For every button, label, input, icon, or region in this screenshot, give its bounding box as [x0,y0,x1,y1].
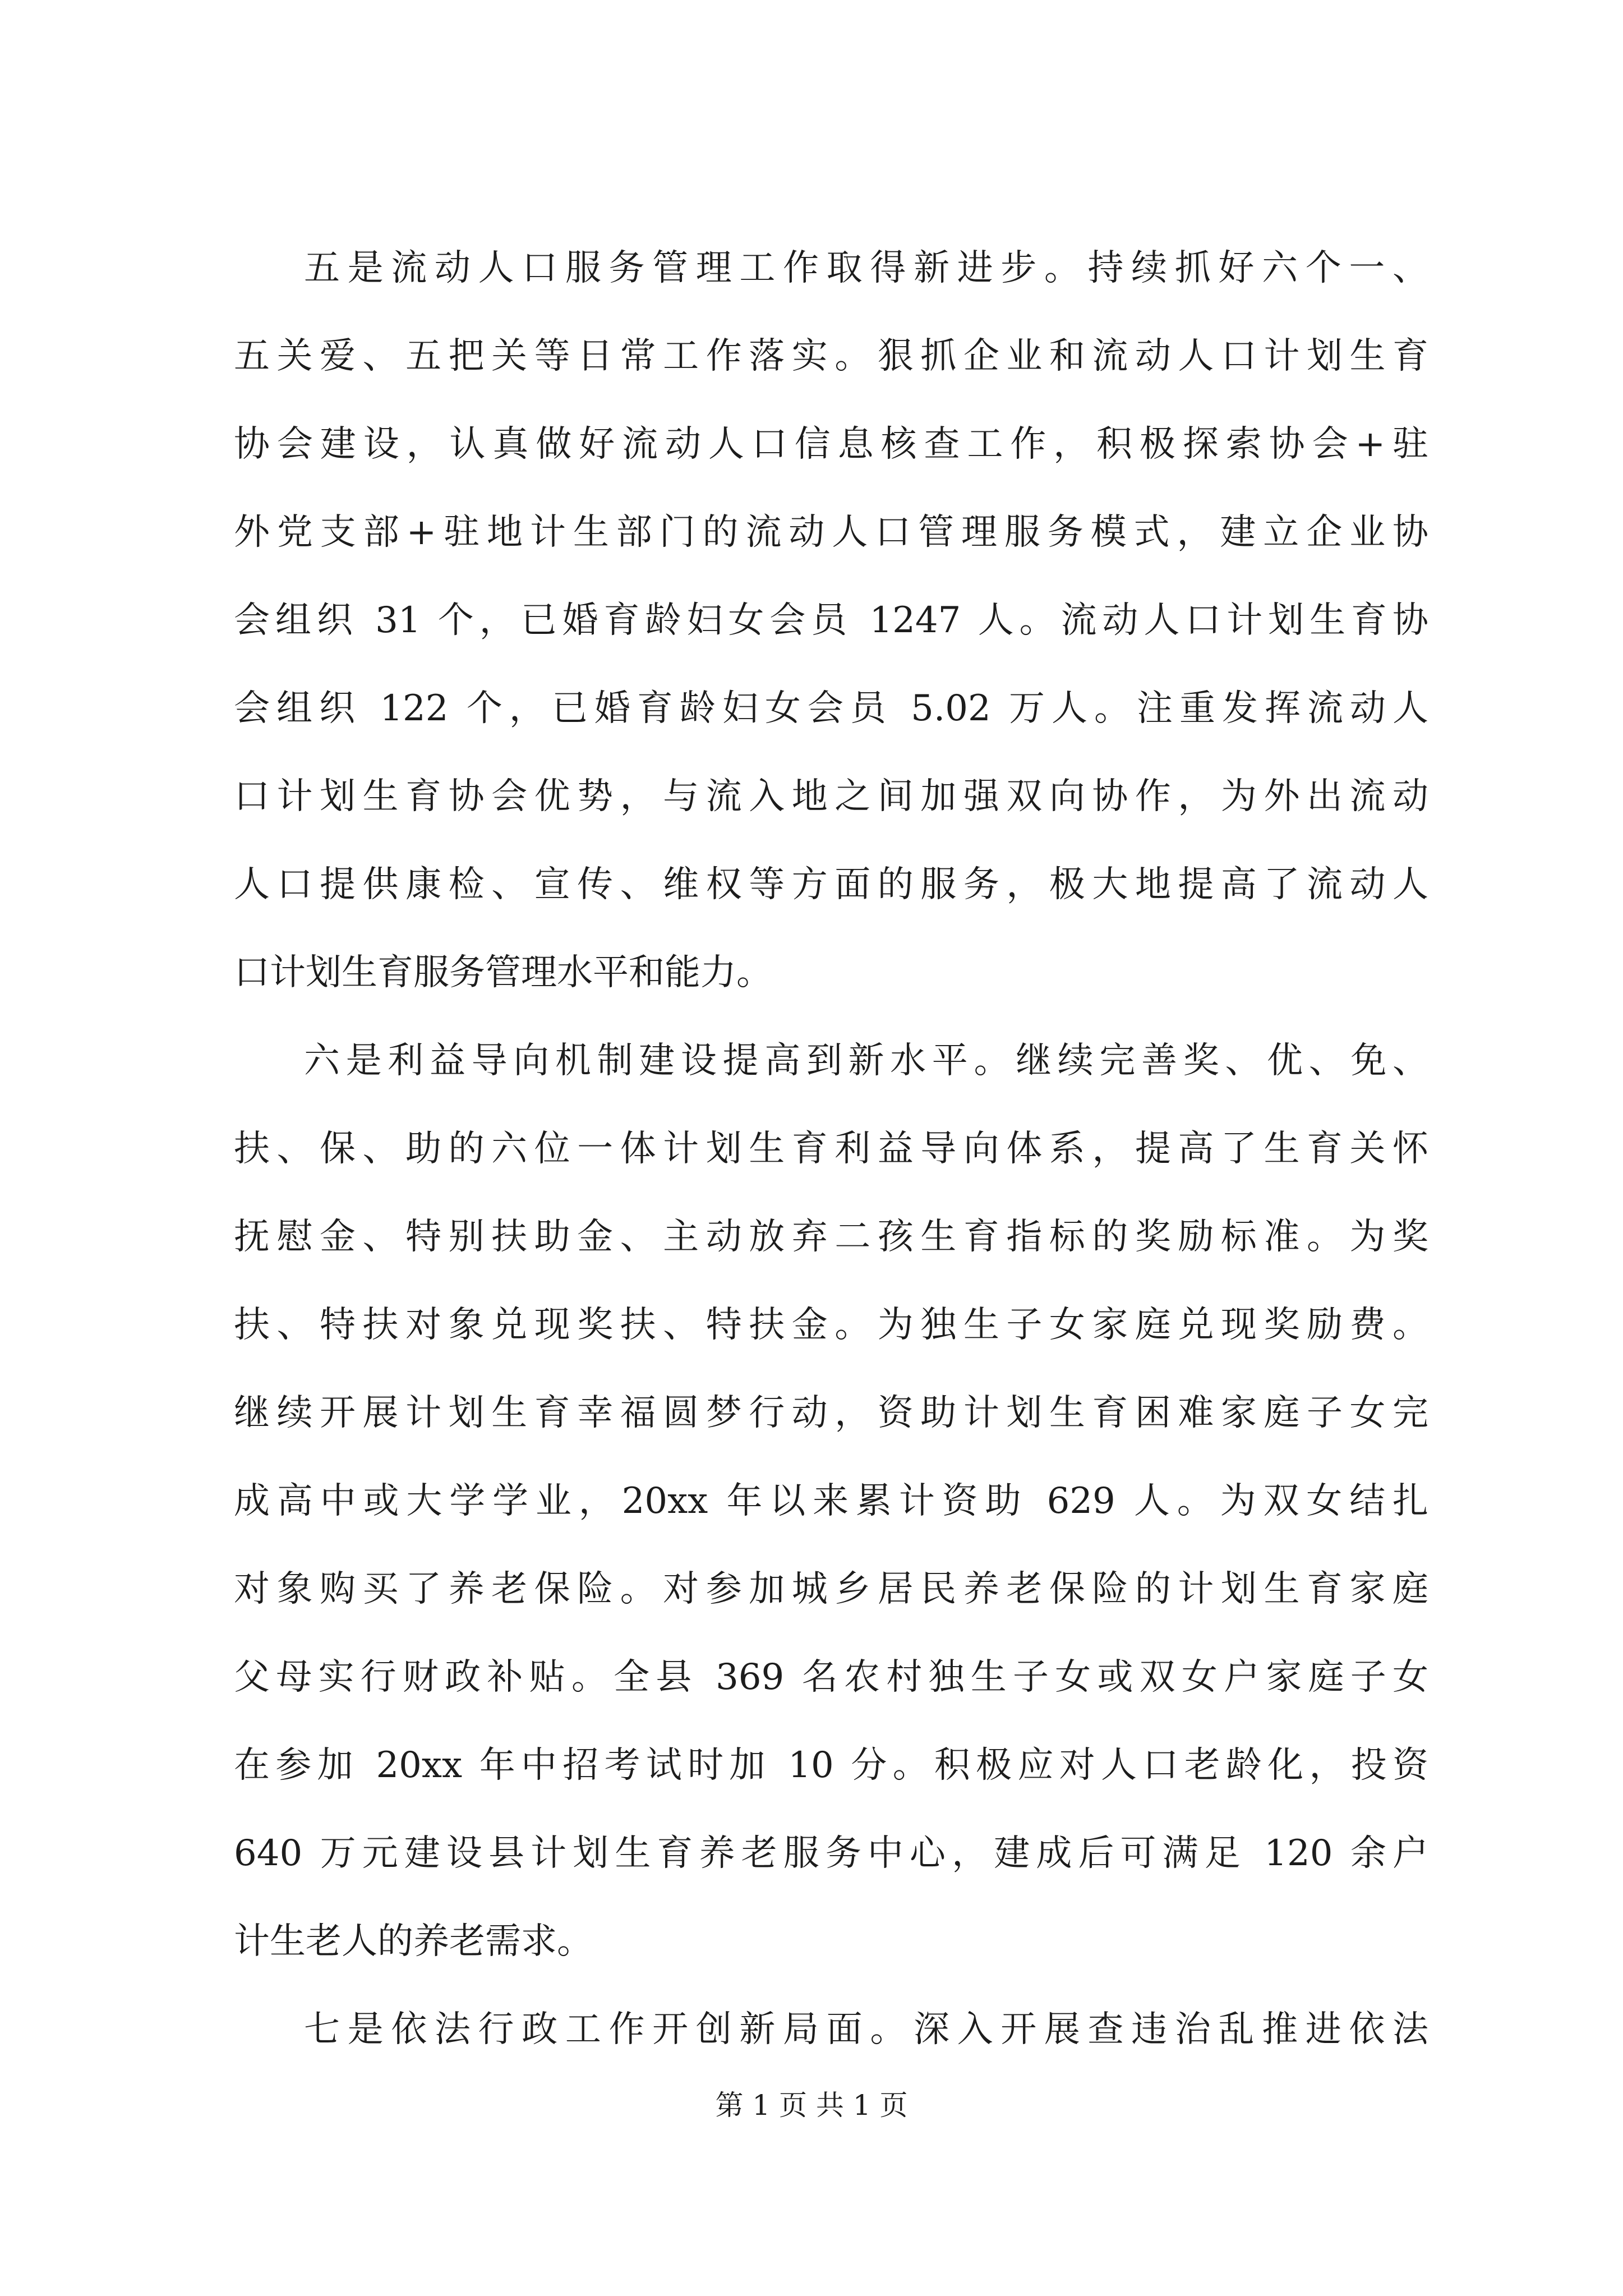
text-line: 会组织 122 个，已婚育龄妇女会员 5.02 万人。注重发挥流动人 [234,688,1428,729]
text-line: 父母实行财政补贴。全县 369 名农村独生子女或双女户家庭子女 [234,1657,1428,1698]
text-line: 640 万元建设县计划生育养老服务中心，建成后可满足 120 余户 [234,1833,1428,1874]
text-line: 继续开展计划生育幸福圆梦行动，资助计划生育困难家庭子女完 [234,1392,1428,1434]
text-line: 扶、保、助的六位一体计划生育利益导向体系，提高了生育关怀 [234,1128,1428,1170]
text-line: 口计划生育协会优势，与流入地之间加强双向协作，为外出流动 [234,776,1428,817]
text-line: 五关爱、五把关等日常工作落实。狠抓企业和流动人口计划生育 [234,335,1428,377]
text-line: 七是依法行政工作开创新局面。深入开展查违治乱推进依法 [304,2009,1428,2050]
paragraph-5 [234,224,1428,1017]
text-line: 对象购买了养老保险。对参加城乡居民养老保险的计划生育家庭 [234,1568,1428,1610]
text-line: 计生老人的养老需求。 [234,1921,593,1962]
text-line: 协会建设，认真做好流动人口信息核查工作，积极探索协会+驻 [234,424,1428,465]
text-line: 人口提供康检、宣传、维权等方面的服务，极大地提高了流动人 [234,864,1428,905]
body-text [234,224,1428,2074]
paragraph-7 [234,1986,1428,2074]
text-line: 会组织 31 个，已婚育龄妇女会员 1247 人。流动人口计划生育协 [234,600,1428,641]
text-line: 扶、特扶对象兑现奖扶、特扶金。为独生子女家庭兑现奖励费。 [234,1304,1428,1346]
page-footer [0,2086,1623,2125]
text-line: 在参加 20xx 年中招考试时加 10 分。积极应对人口老龄化，投资 [234,1745,1428,1786]
text-line: 成高中或大学学业，20xx 年以来累计资助 629 人。为双女结扎 [234,1480,1428,1522]
text-line: 五是流动人口服务管理工作取得新进步。持续抓好六个一、 [304,247,1428,289]
text-line: 六是利益导向机制建设提高到新水平。继续完善奖、优、免、 [304,1040,1428,1082]
text-line: 抚慰金、特别扶助金、主动放弃二孩生育指标的奖励标准。为奖 [234,1216,1428,1258]
text-line: 外党支部+驻地计生部门的流动人口管理服务模式，建立企业协 [234,512,1428,553]
text-line: 口计划生育服务管理水平和能力。 [234,952,772,993]
paragraph-6 [234,1017,1428,1986]
page-number: 第 1 页 共 1 页 [715,2089,908,2122]
